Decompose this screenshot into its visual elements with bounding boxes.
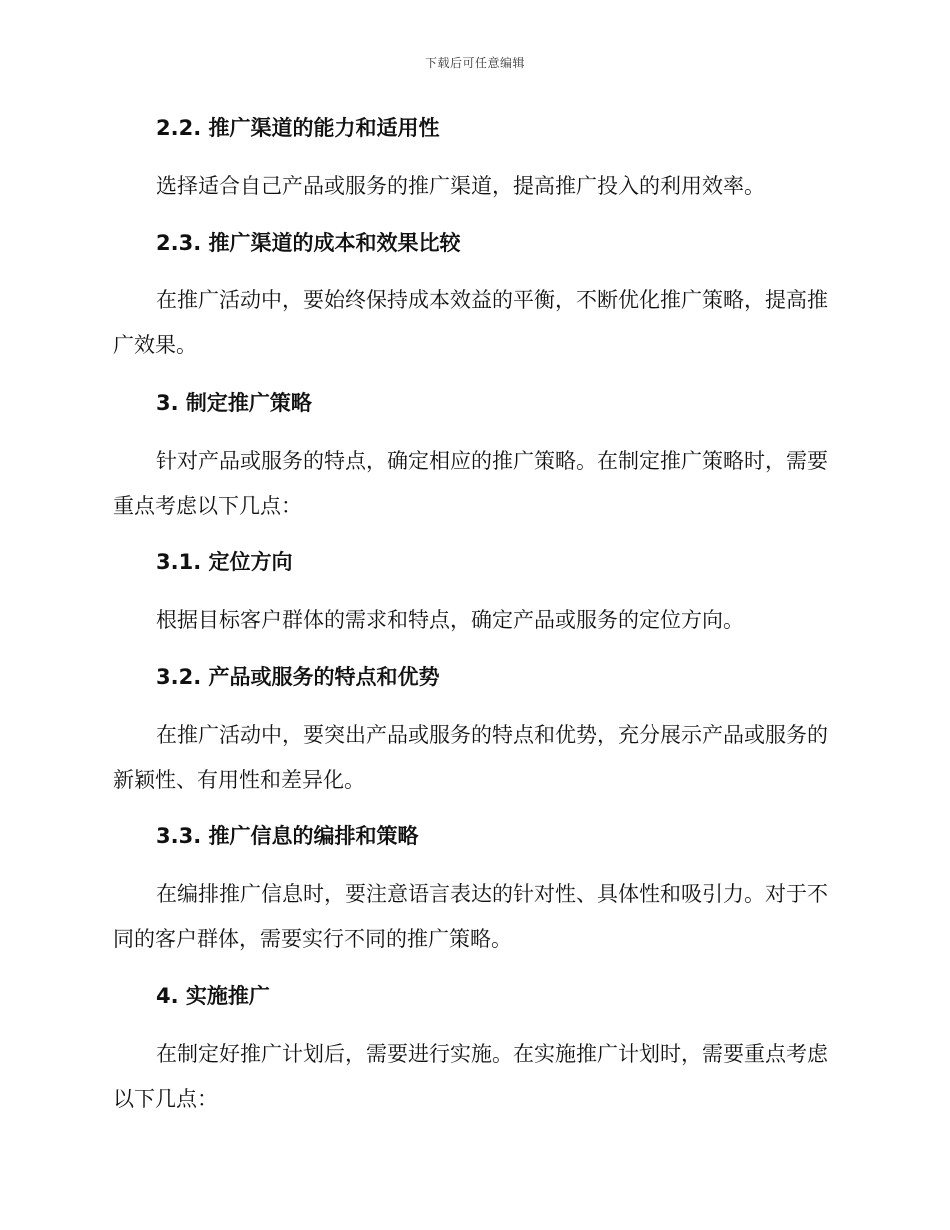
paragraph-3-3: 在编排推广信息时，要注意语言表达的针对性、具体性和吸引力。对于不同的客户群体，需要实行不同的推广策略。 bbox=[113, 882, 828, 951]
paragraph-2-3: 在推广活动中，要始终保持成本效益的平衡，不断优化推广策略，提高推广效果。 bbox=[113, 288, 828, 357]
heading-3-1: 3.1. 定位方向 bbox=[156, 550, 293, 574]
heading-3: 3. 制定推广策略 bbox=[156, 391, 312, 415]
paragraph-3-1: 根据目标客户群体的需求和特点，确定产品或服务的定位方向。 bbox=[156, 608, 744, 632]
heading-3-2: 3.2. 产品或服务的特点和优势 bbox=[156, 665, 440, 689]
paragraph-2-2: 选择适合自己产品或服务的推广渠道，提高推广投入的利用效率。 bbox=[156, 174, 765, 198]
heading-2-3: 2.3. 推广渠道的成本和效果比较 bbox=[156, 231, 461, 255]
page-header: 下载后可任意编辑 bbox=[424, 56, 525, 70]
paragraph-3-2: 在推广活动中，要突出产品或服务的特点和优势，充分展示产品或服务的新颖性、有用性和差异化。 bbox=[113, 723, 828, 792]
heading-2-2: 2.2. 推广渠道的能力和适用性 bbox=[156, 116, 440, 140]
paragraph-3: 针对产品或服务的特点，确定相应的推广策略。在制定推广策略时，需要重点考虑以下几点： bbox=[113, 449, 828, 518]
heading-3-3: 3.3. 推广信息的编排和策略 bbox=[156, 824, 419, 848]
heading-4: 4. 实施推广 bbox=[156, 984, 270, 1008]
paragraph-4: 在制定好推广计划后，需要进行实施。在实施推广计划时，需要重点考虑以下几点： bbox=[113, 1042, 828, 1111]
